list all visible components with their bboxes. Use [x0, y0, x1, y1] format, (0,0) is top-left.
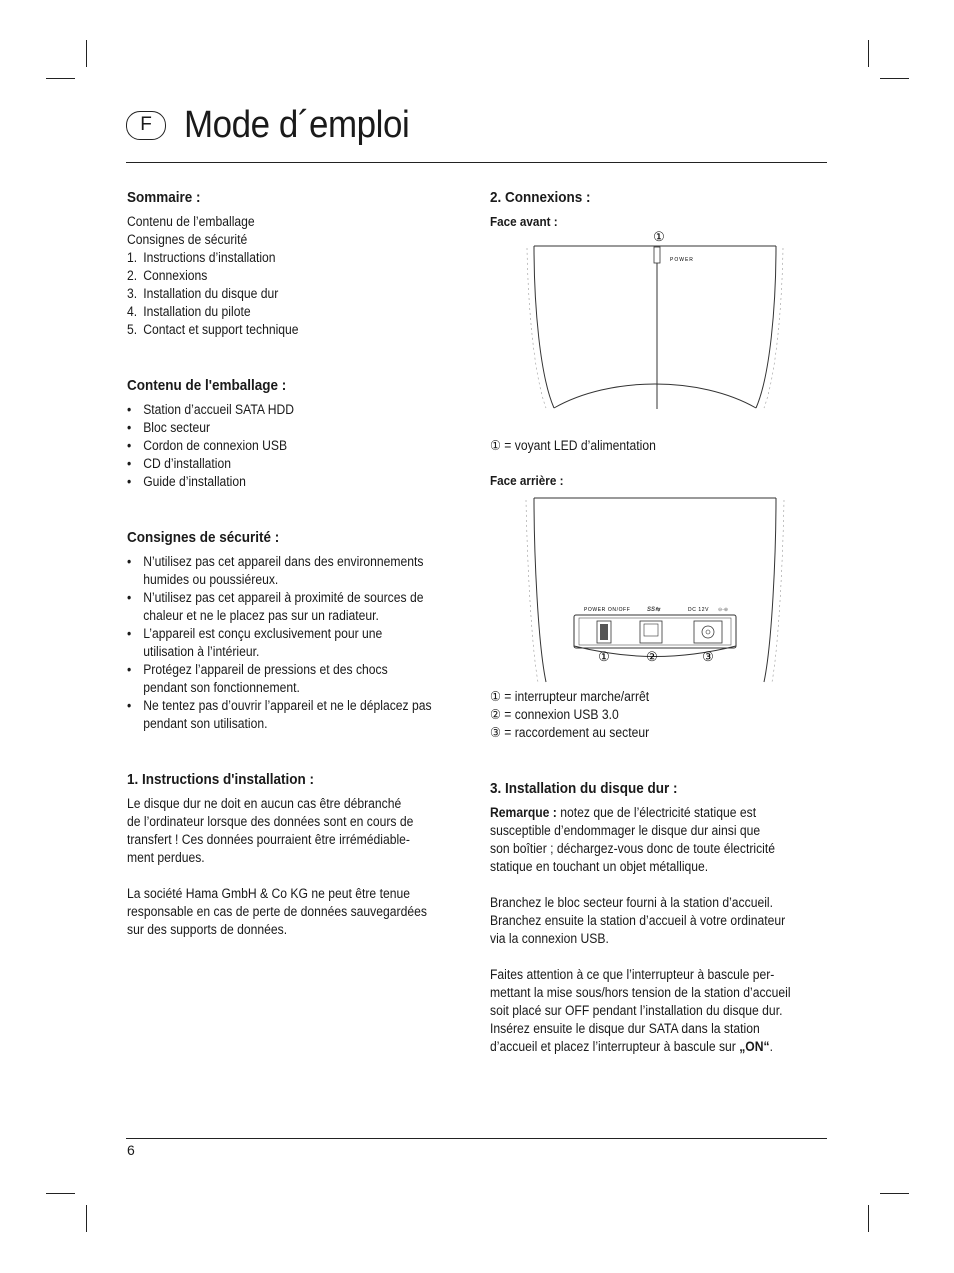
list-item: 4. Installation du pilote — [127, 304, 251, 319]
front-view-diagram — [490, 226, 830, 416]
summary-heading: Sommaire : — [127, 189, 201, 206]
page-number: 6 — [127, 1142, 135, 1158]
paragraph: Branchez le bloc secteur fourni à la station d’accueil. Branchez ensuite la station d’accueil à votre ordinateur via la connexion USB. — [490, 895, 786, 946]
legend-item: ③ = raccordement au secteur — [490, 725, 650, 740]
front-power-label: POWER — [670, 257, 694, 263]
list-item: • CD d’installation — [127, 456, 231, 471]
summary-item: Consignes de sécurité — [127, 232, 248, 247]
list-item: 1. Instructions d’installation — [127, 250, 276, 265]
safety-list — [127, 553, 432, 733]
list-item: • L’appareil est conçu exclusivement pour une utilisation à l’intérieur. — [127, 626, 383, 659]
remark-label: Remarque : — [490, 805, 557, 820]
crop-mark — [880, 1193, 909, 1194]
front-view-label: Face avant : — [490, 214, 558, 229]
crop-mark — [46, 1193, 75, 1194]
rear-dc-label: DC 12V — [688, 607, 710, 613]
list-item: • N’utilisez pas cet appareil à proximité de sources de chaleur et ne le placez pas sur un radiateur. — [127, 590, 424, 623]
paragraph: La société Hama GmbH & Co KG ne peut être tenue responsable en cas de perte de données sauvegardées sur des supports de données. — [127, 886, 427, 937]
rear-view-label: Face arrière : — [490, 473, 564, 488]
rear-legend — [490, 688, 649, 742]
language-badge: F — [126, 111, 166, 140]
install-heading: 1. Instructions d'installation : — [127, 771, 314, 788]
rear-power-switch-label: POWER ON/OFF — [584, 607, 631, 613]
list-item: • Cordon de connexion USB — [127, 438, 288, 453]
crop-mark — [46, 78, 75, 79]
on-emphasis: „ON“ — [739, 1039, 770, 1054]
list-item: • Guide d’installation — [127, 474, 246, 489]
summary-item: Contenu de l’emballage — [127, 214, 255, 229]
list-item: • Ne tentez pas d’ouvrir l’appareil et ne le déplacez pas pendant son utilisation. — [127, 698, 432, 731]
list-item: 5. Contact et support technique — [127, 322, 299, 337]
dc-polarity-icon: ⊖-⊕ — [718, 607, 729, 613]
front-callout-1: ① — [653, 229, 665, 244]
crop-mark — [868, 40, 869, 67]
crop-mark — [868, 1205, 869, 1232]
page-header — [126, 100, 429, 150]
safety-heading: Consignes de sécurité : — [127, 529, 280, 546]
rear-callout-3: ③ — [702, 649, 714, 664]
list-item: • Bloc secteur — [127, 420, 211, 435]
legend-item: ② = connexion USB 3.0 — [490, 707, 619, 722]
usb-logo-icon: SS⇆ — [647, 607, 661, 613]
list-item: • Station d’accueil SATA HDD — [127, 402, 295, 417]
package-list — [127, 401, 294, 491]
hdd-body — [490, 804, 791, 1074]
list-item: 2. Connexions — [127, 268, 208, 283]
hdd-heading: 3. Installation du disque dur : — [490, 780, 678, 797]
install-body — [127, 795, 427, 957]
paragraph: Le disque dur ne doit en aucun cas être débranché de l’ordinateur lorsque des données sont en cours de transfert ! Ces données pourraient être irrémédiable- ment perdues. — [127, 796, 414, 865]
rear-callout-2: ② — [646, 649, 658, 664]
page-title: Mode d´emploi — [184, 103, 410, 146]
list-item: • N’utilisez pas cet appareil dans des environnements humides ou poussiéreux. — [127, 554, 424, 587]
crop-mark — [86, 40, 87, 67]
remark-paragraph: Remarque : notez que de l’électricité statique est susceptible d’endommager le disque dur ainsi que son boîtier ; déchargez-vous donc de toute électricité statique en touchant un objet métallique. — [490, 805, 776, 874]
crop-mark — [86, 1205, 87, 1232]
list-item: 3. Installation du disque dur — [127, 286, 279, 301]
footer-divider — [126, 1138, 827, 1139]
paragraph: Faites attention à ce que l’interrupteur à bascule per- mettant la mise sous/hors tension de la station d’accueil soit placé sur OFF pendant l’installation du disque dur. Insérez ensuite le disque dur SATA dans la station d’accueil et placez l’interrupteur à bascule sur „ON“. — [490, 967, 791, 1054]
dc-jack-port-icon — [694, 621, 722, 643]
list-item: • Protégez l’appareil de pressions et des chocs pendant son fonctionnement. — [127, 662, 388, 695]
connections-heading: 2. Connexions : — [490, 189, 591, 206]
legend-item: ① = interrupteur marche/arrêt — [490, 689, 650, 704]
rear-callout-1: ① — [598, 649, 610, 664]
front-legend: ① = voyant LED d’alimentation — [490, 438, 656, 453]
summary-numbered-list — [127, 249, 299, 339]
rear-view-diagram — [490, 494, 830, 688]
package-heading: Contenu de l'emballage : — [127, 377, 287, 394]
header-divider — [126, 162, 827, 163]
crop-mark — [880, 78, 909, 79]
